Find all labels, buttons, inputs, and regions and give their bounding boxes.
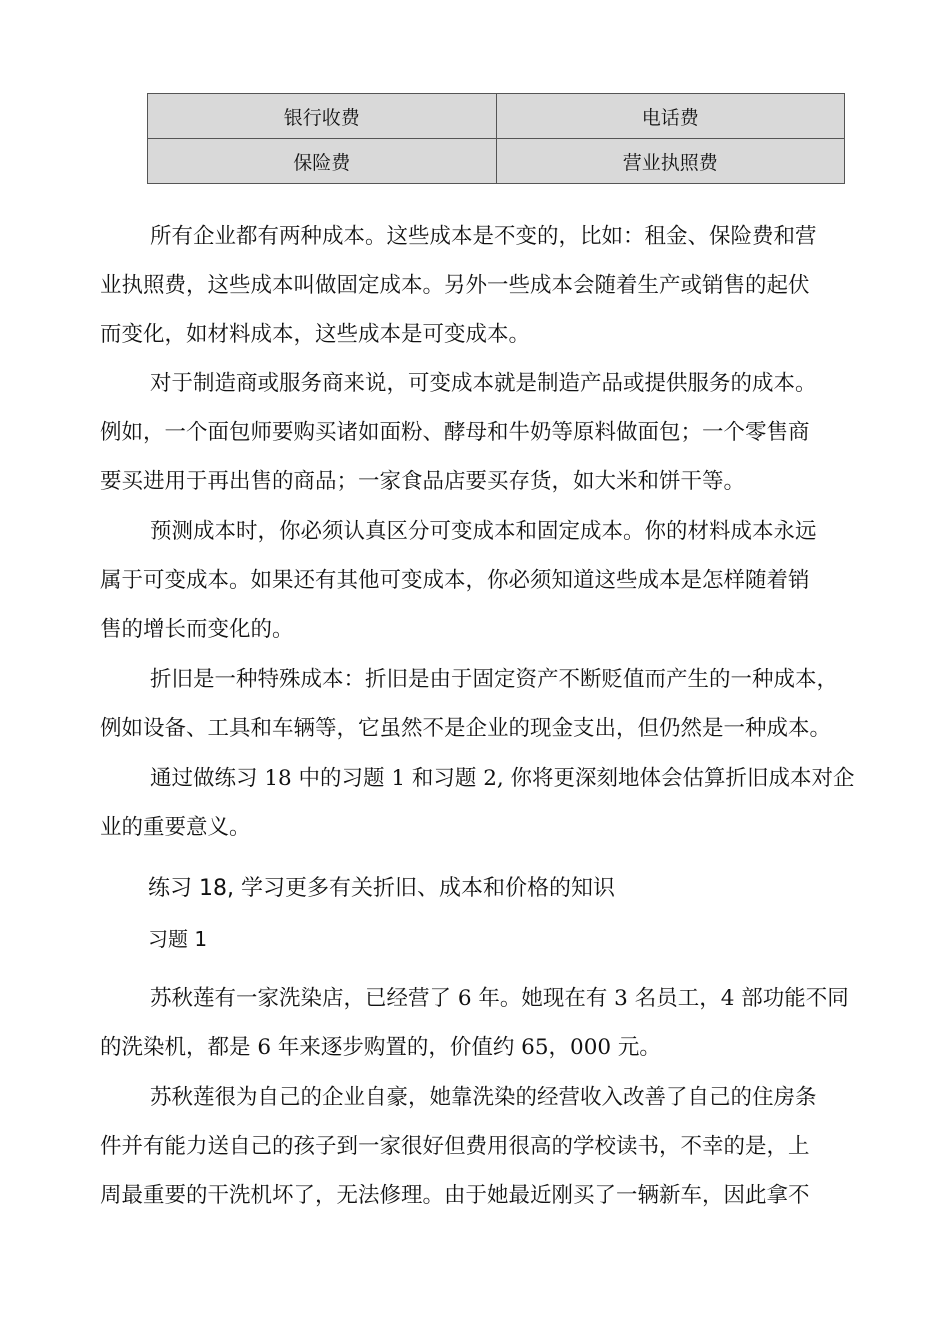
text-line: 业的重要意义。 (100, 815, 251, 840)
table-cell: 保险费 (148, 139, 497, 184)
table-row (148, 94, 845, 139)
text-line: 所有企业都有两种成本。这些成本是不变的，比如：租金、保险费和营 (150, 224, 817, 249)
paragraph-problem-situation (100, 1073, 900, 1220)
text-line: 属于可变成本。如果还有其他可变成本，你必须知道这些成本是怎样随着销 (100, 568, 810, 593)
exercise-heading: 练习 18, 学习更多有关折旧、成本和价格的知识 (148, 876, 615, 901)
paragraph-cost-forecast (100, 507, 900, 654)
cost-table (147, 93, 845, 184)
text-line: 对于制造商或服务商来说，可变成本就是制造产品或提供服务的成本。 (150, 371, 817, 396)
text-line: 苏秋莲有一家洗染店，已经营了 6 年。她现在有 3 名员工，4 部功能不同 (150, 986, 849, 1011)
text-line: 业执照费，这些成本叫做固定成本。另外一些成本会随着生产或销售的起伏 (100, 273, 810, 298)
text-line: 的洗染机，都是 6 年来逐步购置的，价值约 65，000 元。 (100, 1035, 661, 1060)
text-line: 例如设备、工具和车辆等，它虽然不是企业的现金支出，但仍然是一种成本。 (100, 716, 832, 741)
table-row (148, 139, 845, 184)
text-line: 要买进用于再出售的商品；一家食品店要买存货，如大米和饼干等。 (100, 469, 746, 494)
text-line: 售的增长而变化的。 (100, 617, 294, 642)
paragraph-variable-cost-examples (100, 359, 900, 506)
paragraph-problem-background (100, 974, 900, 1072)
problem-label: 习题 1 (148, 927, 208, 951)
text-line: 预测成本时，你必须认真区分可变成本和固定成本。你的材料成本永远 (150, 519, 817, 544)
paragraph-fixed-variable-costs (100, 212, 900, 359)
table-cell: 营业执照费 (496, 139, 845, 184)
table-cell: 电话费 (496, 94, 845, 139)
text-line: 而变化，如材料成本，这些成本是可变成本。 (100, 322, 531, 347)
text-line: 例如，一个面包师要购买诸如面粉、酵母和牛奶等原料做面包；一个零售商 (100, 420, 810, 445)
text-line: 周最重要的干洗机坏了，无法修理。由于她最近刚买了一辆新车，因此拿不 (100, 1183, 810, 1208)
text-line: 苏秋莲很为自己的企业自豪，她靠洗染的经营收入改善了自己的住房条 (150, 1085, 817, 1110)
text-line: 件并有能力送自己的孩子到一家很好但费用很高的学校读书，不幸的是，上 (100, 1134, 810, 1159)
table-cell: 银行收费 (148, 94, 497, 139)
text-line: 折旧是一种特殊成本：折旧是由于固定资产不断贬值而产生的一种成本， (150, 667, 839, 692)
text-line: 通过做练习 18 中的习题 1 和习题 2, 你将更深刻地体会估算折旧成本对企 (150, 766, 855, 791)
paragraph-depreciation (100, 655, 900, 753)
paragraph-exercise-intro (100, 754, 900, 852)
